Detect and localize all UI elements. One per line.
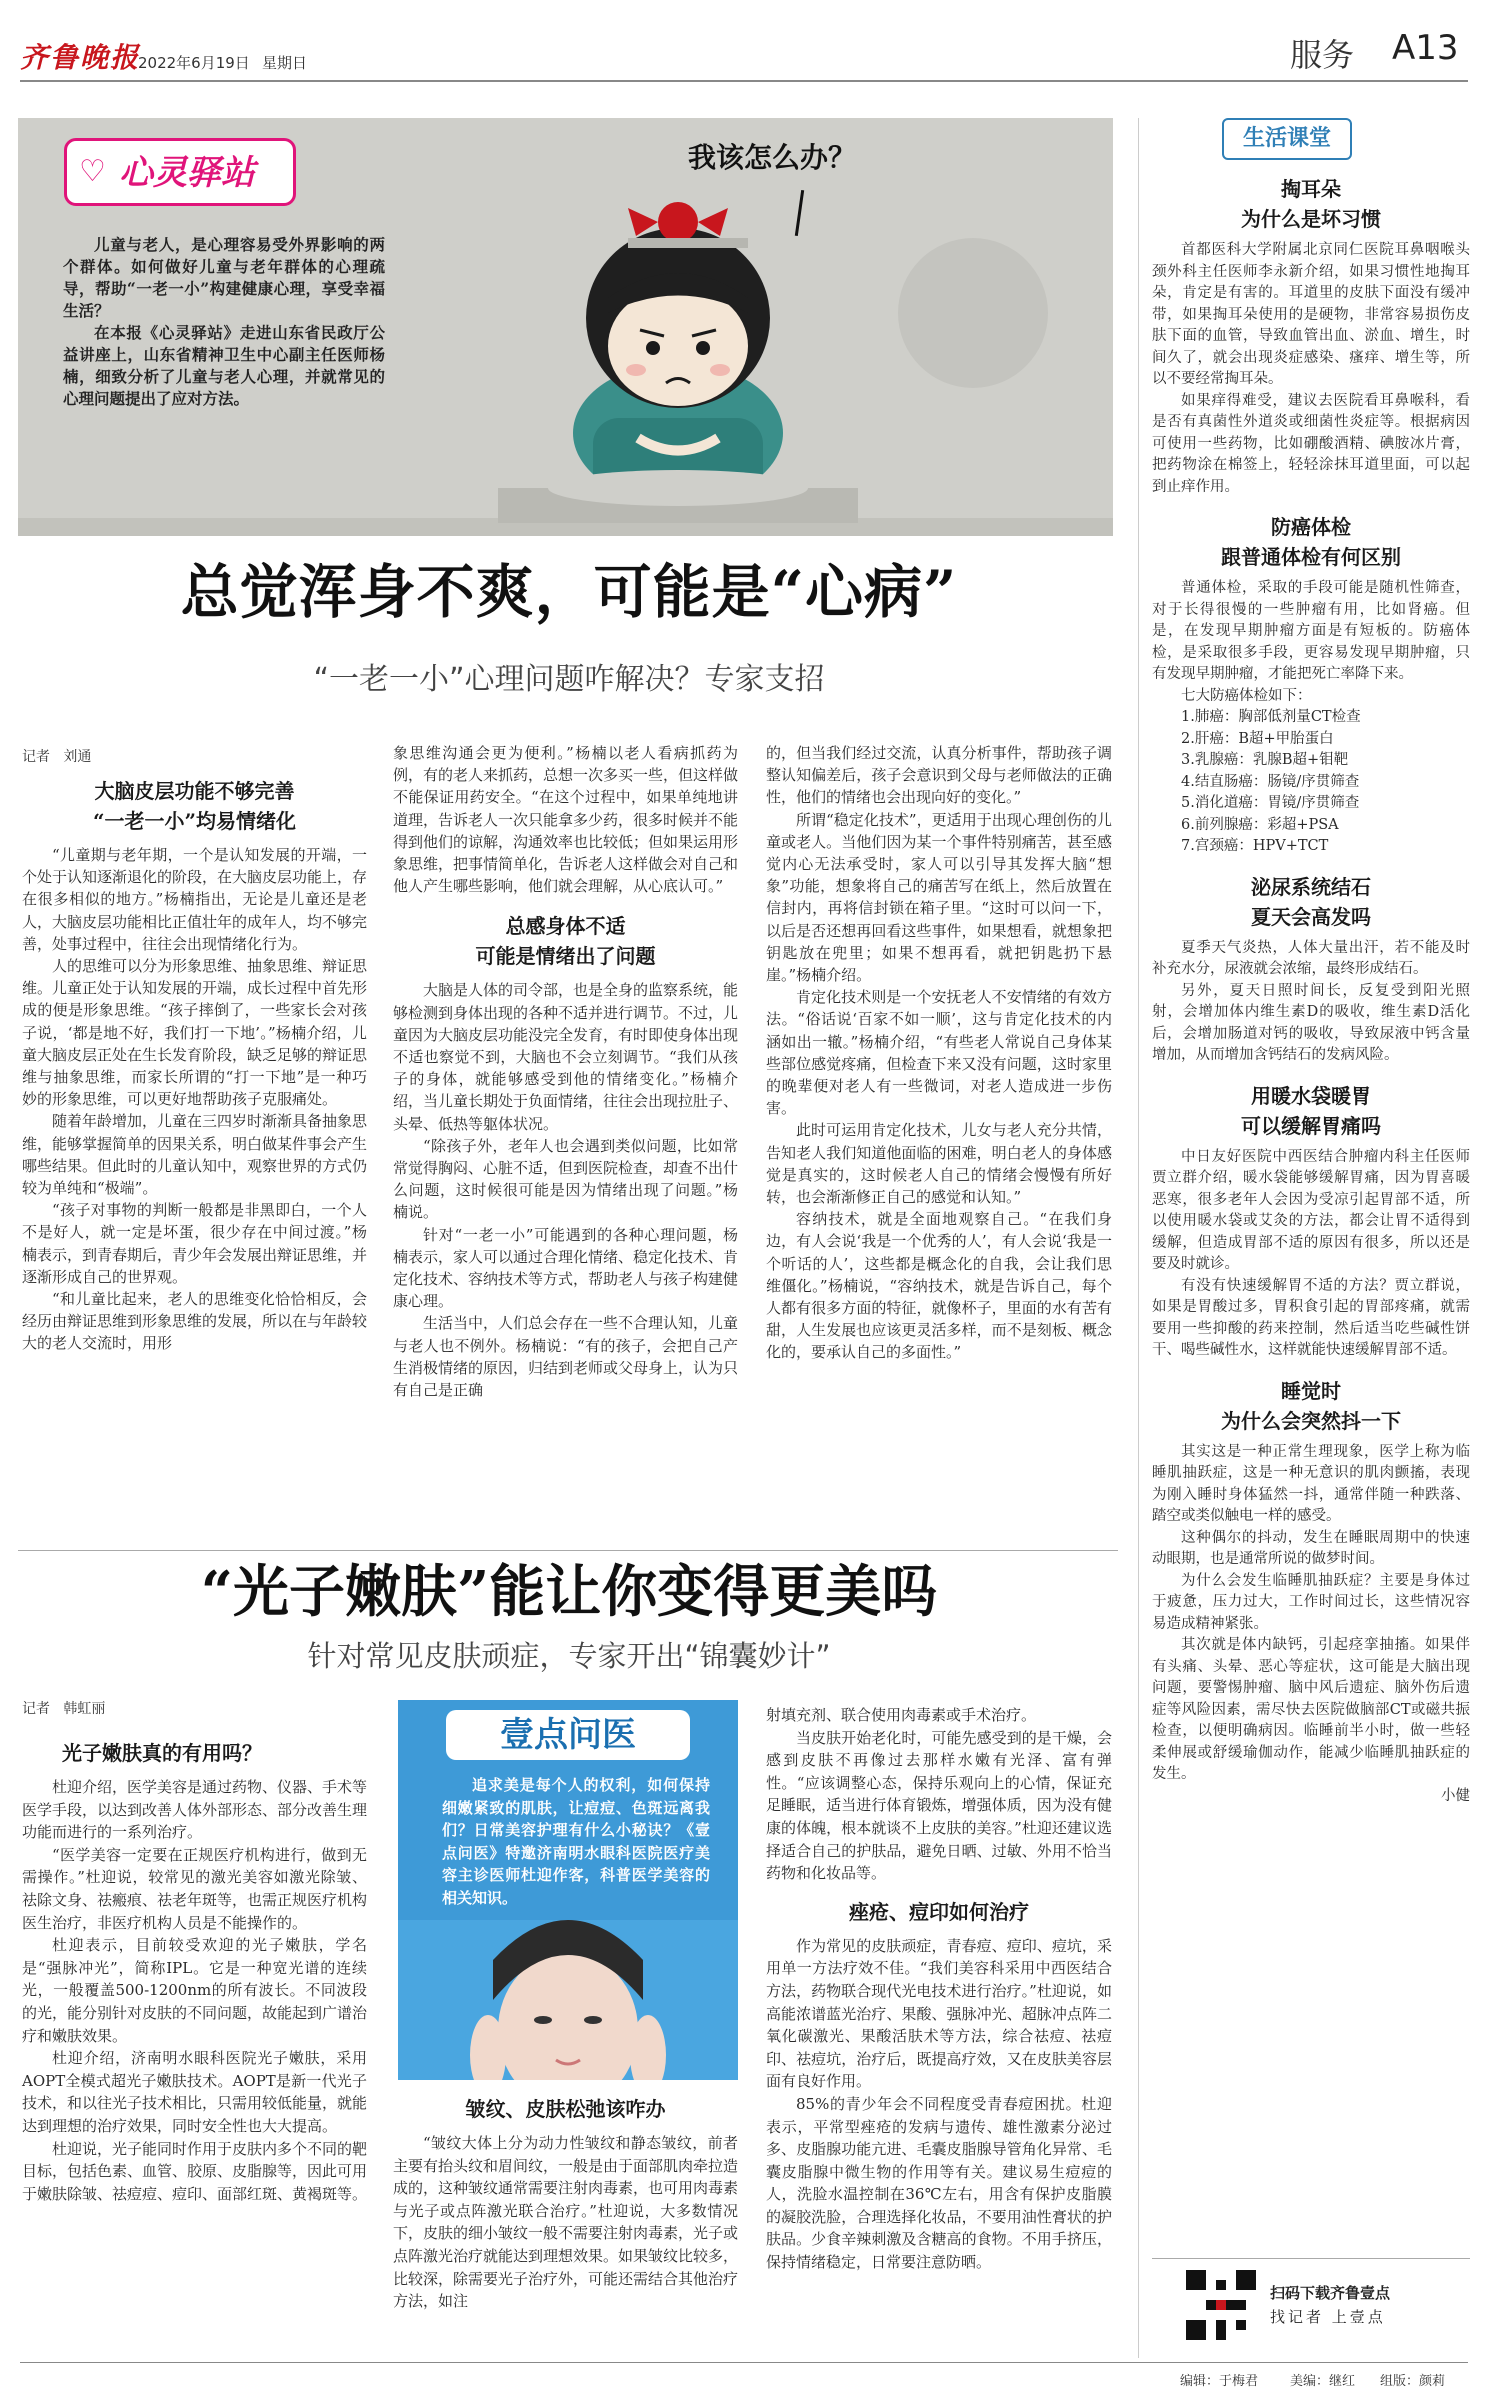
article-body xyxy=(22,844,367,1355)
paragraph: 肯定化技术则是一个安抚老人不安情绪的有效方法。“俗话说‘百家不如一顺’，这与肯定化技术的内涵如出一辙。”杨楠介绍，“有些老人常说自己身体某些部位感觉疼痛，但检查下来又没有问题，这时家里的晚辈便对老人有一些微词，对老人造成进一步伤害。 xyxy=(766,988,1112,1118)
qr-line-1: 扫码下载齐鲁壹点 xyxy=(1270,2284,1391,2302)
paper-logo: 齐鲁晚报 xyxy=(20,41,141,74)
footer-rule xyxy=(20,2362,1468,2363)
paragraph: 生活当中，人们总会存在一些不合理认知，儿童与老人也不例外。杨楠说：“有的孩子，会把自己产生消极情绪的原因，归结到老师或父母身上，认为只有自己是正确 xyxy=(393,1314,739,1400)
paragraph: 射填充剂、联合使用肉毒素或手术治疗。 xyxy=(766,1706,1037,1724)
sidebar-title: 泌尿系统结石 xyxy=(1251,874,1371,899)
paragraph: 中日友好医院中西医结合肿瘤内科主任医师贾立群介绍，暖水袋能够缓解胃痛，因为胃喜暖恶寒，很多老年人会因为受凉引起胃部不适，所以使用暖水袋或艾灸的方法，都会让胃不适得到缓解，但造成胃部不适的原因有很多，所以还是要及时就诊。 xyxy=(1152,1148,1470,1272)
paragraph: 杜迎说，光子能同时作用于皮肤内多个不同的靶目标，包括色素、血管、胶原、皮脂腺等，因此可用于嫩肤除皱、祛痘痘、痘印、面部红斑、黄褐斑等。 xyxy=(22,2139,368,2203)
sidebar-title: 跟普通体检有何区别 xyxy=(1221,545,1401,569)
issue-weekday: 星期日 xyxy=(262,54,308,72)
list-item: 5.消化道癌：胃镜/序贯筛查 xyxy=(1181,795,1360,811)
sidebar-title: 为什么会突然抖一下 xyxy=(1221,1408,1401,1433)
footer-editor: 编辑：于梅君 xyxy=(1180,2374,1259,2389)
sidebar-body xyxy=(1152,1442,1470,1808)
subhead: 光子嫩肤真的有用吗？ xyxy=(62,1741,262,1765)
article2-byline xyxy=(22,1698,105,1718)
sidebar-tag-text: 生活课堂 xyxy=(1242,126,1331,151)
girl-illustration xyxy=(498,178,858,523)
paragraph: 当皮肤开始老化时，可能先感受到的是干燥，会感到皮肤不再像过去那样水嫩有光泽、富有弹性。“应该调整心态，保持乐观向上的心情，保证充足睡眠，适当进行体育锻炼，增强体质，因为没有健康的体魄，根本就谈不上皮肤的美容。”杜迎还建议选择适合自己的护肤品，避免日晒、过敏、外用不恰当药物和化妆品等。 xyxy=(766,1728,1112,1883)
intro-para: 儿童与老人，是心理容易受外界影响的两个群体。如何做好儿童与老年群体的心理疏导，帮助“一老一小”构建健康心理，享受幸福生活？ xyxy=(63,235,385,320)
paragraph: 针对“一老一小”可能遇到的各种心理问题，杨楠表示，家人可以通过合理化情绪、稳定化技术、肯定化技术、容纳技术等方式，帮助老人与孩子构建健康心理。 xyxy=(393,1225,739,1311)
paragraph: 随着年龄增加，儿童在三四岁时渐渐具备抽象思维，能够掌握简单的因果关系，明白做某件事会产生哪些结果。但此时的儿童认知中，观察世界的方式仍较为单纯和“极端”。 xyxy=(22,1112,368,1198)
sidebar-divider xyxy=(1138,118,1139,2358)
subhead: 大脑皮层功能不够完善 xyxy=(94,779,295,803)
paragraph: 首都医科大学附属北京同仁医院耳鼻咽喉头颈外科主任医师李永新介绍，如果习惯性地掏耳朵，肯定是有害的。耳道里的皮肤下面没有缓冲带，如果掏耳朵使用的是硬物，非常容易损伤皮肤下面的血管，导致血管出血、淤血、增生，时间久了，就会出现炎症感染、瘙痒、增生等，所以不要经常掏耳朵。 xyxy=(1152,242,1470,387)
paragraph: “和儿童比起来，老人的思维变化恰恰相反，会经历由辩证思维到形象思维的发展，所以在与年龄较大的老人交流时，用形 xyxy=(22,1290,368,1353)
subhead: 皱纹、皮肤松弛该咋办 xyxy=(465,2097,666,2121)
feature-intro xyxy=(63,234,385,410)
list-item: 6.前列腺癌：彩超+PSA xyxy=(1181,816,1339,833)
article-body xyxy=(766,742,1112,1364)
sidebar-body xyxy=(1152,240,1470,498)
sidebar-tag xyxy=(1222,118,1352,160)
sidebar-title: 夏天会高发吗 xyxy=(1251,904,1371,929)
masthead xyxy=(0,0,1488,74)
paragraph: 的，但当我们经过交流，认真分析事件，帮助孩子调整认知偏差后，孩子会意识到父母与老师做法的正确性，他们的情绪也会出现向好的变化。” xyxy=(766,744,1112,807)
column-logo-text: 心灵驿站 xyxy=(119,153,255,193)
sidebar-title: 睡觉时 xyxy=(1281,1378,1341,1403)
article2-headline: “光子嫩肤”能让你变得更美吗 xyxy=(200,1559,938,1625)
author: 小健 xyxy=(1441,1787,1470,1804)
article-body xyxy=(393,2132,738,2313)
consult-box xyxy=(398,1700,738,2080)
byline-name: 刘通 xyxy=(63,749,92,765)
paragraph: 这种偶尔的抖动，发生在睡眠周期中的快速动眼期，也是通常所说的做梦时间。 xyxy=(1152,1529,1470,1567)
paragraph: “儿童期与老年期，一个是认知发展的开端，一个处于认知逐渐退化的阶段，在大脑皮层功能上，存在很多相似的地方。”杨楠指出，无论是儿童还是老人，大脑皮层功能相比正值壮年的成年人，均不够完善，处事过程中，往往会出现情绪化行为。 xyxy=(22,846,368,953)
paragraph: 此时可运用肯定化技术，儿女与老人充分共情，告知老人我们知道他面临的困难，明白老人的身体感觉是真实的，这时候老人自己的情绪会慢慢有所好转，也会渐渐修正自己的感觉和认知。” xyxy=(766,1121,1112,1207)
feature-column-2 xyxy=(393,742,738,1401)
feature-headline: 总觉浑身不爽，可能是“心病” xyxy=(180,558,958,626)
sidebar-title: 防癌体检 xyxy=(1271,515,1351,539)
subhead: 总感身体不适 xyxy=(505,914,626,939)
subhead: 痤疮、痘印如何治疗 xyxy=(849,1899,1029,1924)
paragraph: “皱纹大体上分为动力性皱纹和静态皱纹，前者主要有抬头纹和眉间纹，一般是由于面部肌肉牵拉造成的，这种皱纹通常需要注射肉毒素，也可用肉毒素与光子或点阵激光联合治疗。”杜迎说，大多数情况下，皮肤的细小皱纹一般不需要注射肉毒素，光子或点阵激光治疗就能达到理想效果。如果皱纹比较多，比较深，除需要光子治疗外，可能还需结合其他治疗方法，如注 xyxy=(393,2134,739,2311)
article-body xyxy=(393,742,738,897)
qr-code-icon[interactable] xyxy=(1186,2270,1256,2340)
issue-date: 2022年6月19日 xyxy=(138,54,250,72)
subhead: “一老一小”均易情绪化 xyxy=(92,809,296,833)
paragraph: 如果痒得难受，建议去医院看耳鼻喉科，看是否有真菌性外道炎或细菌性炎症等。根据病因可使用一些药物，比如硼酸酒精、碘胺冰片膏，把药物涂在棉签上，轻轻涂抹耳道里面，可以起到止痒作用。 xyxy=(1152,392,1470,495)
masthead-rule xyxy=(20,80,1468,82)
section-name: 服务 xyxy=(1290,36,1355,74)
footer-proof: 组版：颜莉 xyxy=(1380,2374,1446,2389)
paragraph: 夏季天气炎热，人体大量出汗，若不能及时补充水分，尿液就会浓缩，最终形成结石。 xyxy=(1152,939,1470,977)
list-item: 4.结直肠癌：肠镜/序贯筛查 xyxy=(1181,773,1360,790)
subhead: 可能是情绪出了问题 xyxy=(475,944,656,969)
section-divider xyxy=(18,1550,1118,1551)
paragraph: “医学美容一定要在正规医疗机构进行，做到无需操作。”杜迎说，较常见的激光美容如激光除皱、祛除文身、祛瘢痕、祛老年斑等，也需正规医疗机构医生治疗，非医疗机构人员是不能操作的。 xyxy=(22,1845,368,1932)
speech-text: 我该怎么办？ xyxy=(688,141,857,174)
feature-illustration xyxy=(18,118,1113,536)
article2-column-3 xyxy=(766,1704,1112,2274)
paragraph: 人的思维可以分为形象思维、抽象思维、辩证思维。儿童正处于认知发展的开端，成长过程中首先形成的便是形象思维。“孩子摔倒了，一些家长会对孩子说，‘都是地不好，我们打一下地’。”杨楠介绍，儿童大脑皮层正处在生长发育阶段，缺乏足够的辩证思维与抽象思维，而家长所谓的“打一下地”是一种巧妙的形象思维，可以更好地帮助孩子克服痛处。 xyxy=(22,957,368,1109)
article2-subheadline: 针对常见皮肤顽症，专家开出“锦囊妙计” xyxy=(307,1639,831,1673)
sidebar-title: 掏耳朵 xyxy=(1281,177,1341,201)
page-number: A13 xyxy=(1392,28,1459,68)
qr-rule xyxy=(1152,2258,1470,2259)
footer-design: 美编：继红 xyxy=(1290,2374,1356,2389)
article2-column-1 xyxy=(22,1738,367,2205)
plant-shadow xyxy=(898,238,1048,388)
paragraph: 杜迎介绍，医学美容是通过药物、仪器、手术等医学手段，以达到改善人体外部形态、部分改善生理功能而进行的一系列治疗。 xyxy=(22,1778,368,1842)
list-item: 3.乳腺癌：乳腺B超+钼靶 xyxy=(1181,752,1349,768)
byline-label: 记者 xyxy=(22,749,50,765)
shelf xyxy=(628,238,748,248)
list-item: 2.肝癌：B超+甲胎蛋白 xyxy=(1181,730,1334,747)
sidebar xyxy=(1152,118,1470,2358)
column-logo xyxy=(64,138,296,206)
feature-byline xyxy=(22,746,91,766)
article-body xyxy=(766,1704,1112,1885)
paragraph: 杜迎表示，目前较受欢迎的光子嫩肤，学名是“强脉冲光”，简称IPL。它是一种宽光谱的连续光，一般覆盖500-1200nm的所有波长。不同波段的光，能分别针对皮肤的不同问题，故能起到广谱治疗和嫩肤效果。 xyxy=(22,1936,368,2045)
feature-column-3 xyxy=(766,742,1112,1364)
list-item: 7.宫颈癌：HPV+TCT xyxy=(1181,838,1329,854)
paragraph: “孩子对事物的判断一般都是非黑即白，一个人不是好人，就一定是坏蛋，很少存在中间过渡。”杨楠表示，到青春期后，青少年会发展出辩证思维，并逐渐形成自己的世界观。 xyxy=(22,1201,368,1286)
sidebar-body xyxy=(1152,1147,1470,1362)
qr-promo xyxy=(1152,2258,1470,2348)
paragraph: 所谓“稳定化技术”，更适用于出现心理创伤的儿童或老人。当他们因为某一个事件特别痛苦，甚至感觉内心无法承受时，家人可以引导其发挥大脑“想象”功能，想象将自己的痛苦写在纸上，然后放置在信封内，再将信封锁在箱子里。“这时可以问一下，以后是否还想再回看这些事件，如果想看，就想象把钥匙放在兜里；如果不想再看，就把钥匙扔下悬崖。”杨楠介绍。 xyxy=(766,810,1112,985)
heart-icon: ♡ xyxy=(79,154,106,189)
face-photo xyxy=(398,1920,738,2080)
sidebar-body xyxy=(1152,938,1470,1067)
article-body xyxy=(22,1776,367,2205)
paragraph: 有没有快速缓解胃不适的方法？贾立群说，如果是胃酸过多，胃积食引起的胃部疼痛，就需要用一些抑酸的药来控制，然后适当吃些碱性饼干、喝些碱性水，这样就能快速缓解胃部不适。 xyxy=(1152,1277,1470,1358)
consult-box-title: 壹点问医 xyxy=(446,1710,690,1760)
sidebar-title: 用暖水袋暖胃 xyxy=(1251,1083,1371,1108)
qr-line-2: 找记者 上壹点 xyxy=(1270,2308,1386,2326)
paragraph: 其次就是体内缺钙，引起痉挛抽搐。如果伴有头痛、头晕、恶心等症状，这可能是大脑出现问题，要警惕肿瘤、脑中风后遗症、脑外伤后遗症等风险因素，需尽快去医院做脑部CT或磁共振检查，以便明确病因。临睡前半小时，做一些轻柔伸展或舒缓瑜伽动作，能减少临睡肌抽跃症的发生。 xyxy=(1152,1637,1470,1782)
consult-box-text: 追求美是每个人的权利，如何保持细嫩紧致的肌肤，让痘痘、色斑远离我们？日常美容护理有什么小秘诀？《壹点问医》特邀济南明水眼科医院医疗美容主诊医师杜迎作客，科普医学美容的相关知识。 xyxy=(442,1776,710,1907)
paragraph: “除孩子外，老年人也会遇到类似问题，比如常常觉得胸闷、心脏不适，但到医院检查，却查不出什么问题，这时候很可能是因为情绪出现了问题。”杨楠说。 xyxy=(393,1136,739,1222)
byline-name: 韩虹丽 xyxy=(63,1701,106,1717)
paragraph: 象思维沟通会更为便利。”杨楠以老人看病抓药为例，有的老人来抓药，总想一次多买一些，但这样做不能保证用药安全。“在这个过程中，如果单纯地讲道理，告诉老人一次只能拿多少药，很多时候并不能得到他们的谅解，沟通效率也比较低；但如果运用形象思维，把事情简单化，告诉老人这样做会对自己和他人产生哪些影响，他们就会理解，从心底认可。” xyxy=(393,744,739,896)
paragraph: 容纳技术，就是全面地观察自己。“在我们身边，有人会说‘我是一个优秀的人’，有人会说‘我是一个听话的人’，这些都是概念化的自我，会让我们思维僵化。”杨楠说，“容纳技术，就是告诉自己，每个人都有很多方面的特征，就像杯子，里面的水有苦有甜，人生发展也应该更灵活多样，而不是刻板、概念化的，要承认自己的多面性。” xyxy=(766,1210,1112,1362)
paragraph: 为什么会发生临睡肌抽跃症？主要是身体过于疲惫，压力过大，工作时间过长，这些情况容易造成精神紧张。 xyxy=(1152,1572,1470,1632)
feature-column-1 xyxy=(22,770,367,1355)
article-body xyxy=(766,1935,1112,2274)
intro-para: 在本报《心灵驿站》走进山东省民政厅公益讲座上，山东省精神卫生中心副主任医师杨楠，细致分析了儿童与老人心理，并就常见的心理问题提出了应对方法。 xyxy=(63,323,385,408)
list-item: 1.肺癌：胸部低剂量CT检查 xyxy=(1181,709,1361,725)
sidebar-title: 为什么是坏习惯 xyxy=(1241,207,1381,231)
paragraph: 大脑是人体的司令部，也是全身的监察系统，能够检测到身体出现的各种不适并进行调节。不过，儿童因为大脑皮层功能没完全发育，有时即使身体出现不适也察觉不到，大脑也不会立刻调节。“我们从孩子的身体，就能够感受到他的情绪变化。”杨楠介绍，当儿童长期处于负面情绪，往往会出现拉肚子、头晕、低热等躯体状况。 xyxy=(393,981,739,1133)
footer xyxy=(0,2362,1488,2392)
paragraph: 另外，夏天日照时间长，反复受到阳光照射，会增加体内维生素D的吸收，维生素D活化后，会增加肠道对钙的吸收，导致尿液中钙含量增加，从而增加含钙结石的发病风险。 xyxy=(1152,982,1470,1063)
sidebar-body xyxy=(1152,578,1470,858)
byline-label: 记者 xyxy=(22,1701,50,1717)
list-title: 七大防癌体检如下： xyxy=(1181,687,1312,704)
feature-subheadline: “一老一小”心理问题咋解决？专家支招 xyxy=(313,662,825,697)
sidebar-title: 可以缓解胃痛吗 xyxy=(1241,1113,1381,1138)
paragraph: 杜迎介绍，济南明水眼科医院光子嫩肤，采用AOPT全模式超光子嫩肤技术。AOPT是新一代光子技术，和以往光子技术相比，只需用较低能量，就能达到理想的治疗效果，同时安全性也大大提高。 xyxy=(22,2049,368,2135)
paragraph: 其实这是一种正常生理现象，医学上称为临睡肌抽跃症，这是一种无意识的肌肉颤搐，表现为刚入睡时身体猛然一抖，通常伴随一种跌落、踏空或类似触电一样的感受。 xyxy=(1152,1443,1470,1524)
article2-column-2 xyxy=(393,2094,738,2313)
paragraph: 作为常见的皮肤顽症，青春痘、痘印、痘坑，采用单一方法疗效不佳。“我们美容科采用中西医结合方法，药物联合现代光电技术进行治疗。”杜迎说，如高能浓谱蓝光治疗、果酸、强脉冲光、超脉冲点阵二氧化碳激光、果酸活肤术等方法，综合祛痘、祛痘印、祛痘坑，治疗后，既提高疗效，又在皮肤美容层面有良好作用。 xyxy=(766,1936,1112,2091)
paragraph: 85%的青少年会不同程度受青春痘困扰。杜迎表示，平常型痤疮的发病与遗传、雄性激素分泌过多、皮脂腺功能亢进、毛囊皮脂腺导管角化异常、毛囊皮脂腺中微生物的作用等有关。建议易生痘痘的人，洗脸水温控制在36℃左右，用含有保护皮脂膜的凝胶洗脸，合理选择化妆品，不要用油性膏状的护肤品。少食辛辣刺激及含糖高的食物。不用手挤压，保持情绪稳定，日常要注意防晒。 xyxy=(766,2094,1112,2272)
article-body xyxy=(393,979,738,1401)
paragraph: 普通体检，采取的手段可能是随机性筛查，对于长得很慢的一些肿瘤有用，比如肾癌。但是，在发现早期肿瘤方面是有短板的。防癌体检，是采取很多手段，更容易发现早期肿瘤，只有发现早期肿瘤，才能把死亡率降下来。 xyxy=(1152,580,1470,682)
